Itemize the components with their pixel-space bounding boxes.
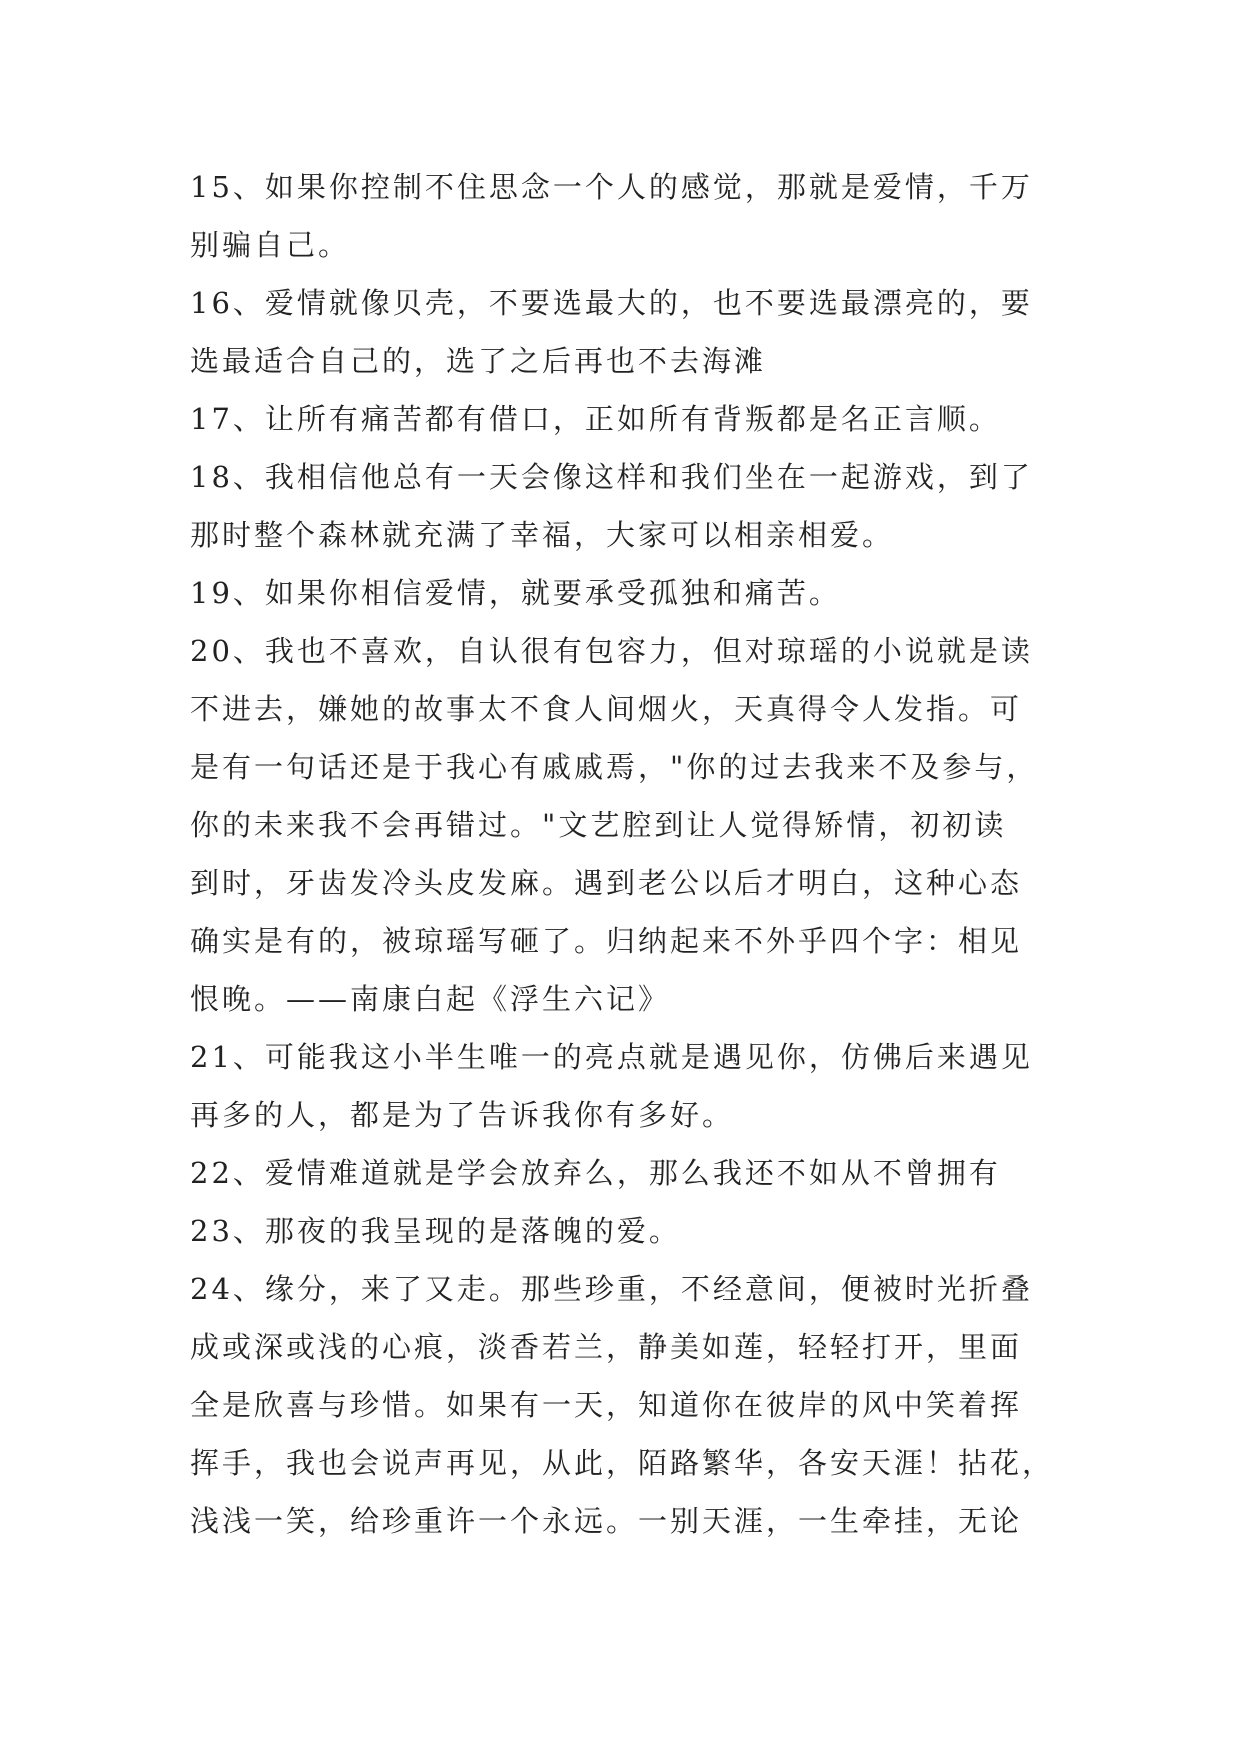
paragraph-16: 16、爱情就像贝壳，不要选最大的，也不要选最漂亮的，要 选最适合自己的，选了之后再也不去海滩 — [190, 286, 1033, 378]
paragraph-17: 17、让所有痛苦都有借口，正如所有背叛都是名正言顺。 — [190, 402, 1001, 436]
paragraph-22: 22、爱情难道就是学会放弃么，那么我还不如从不曾拥有 — [190, 1156, 1001, 1190]
paragraph-19: 19、如果你相信爱情，就要承受孤独和痛苦。 — [190, 576, 841, 610]
paragraph-20: 20、我也不喜欢，自认很有包容力，但对琼瑶的小说就是读 不进去，嫌她的故事太不食人间烟火，天真得令人发指。可 是有一句话还是于我心有戚戚焉，"你的过去我来不及参与， 你的未来我不会再错过。"文艺腔到让人觉得矫情，初初读 到时，牙齿发冷头皮发麻。遇到老公以后才明白，这种心态 确实是有的，被琼瑶写砸了。归纳起来不外乎四个字：相见 恨晚。——南康白起《浮生六记》 — [190, 634, 1039, 1016]
paragraph-15: 15、如果你控制不住思念一个人的感觉，那就是爱情，千万 别骗自己。 — [190, 170, 1033, 262]
paragraph-24: 24、缘分，来了又走。那些珍重，不经意间，便被时光折叠 成或深或浅的心痕，淡香若兰，静美如莲，轻轻打开，里面 全是欣喜与珍惜。如果有一天，知道你在彼岸的风中笑着挥 挥手，我也会说声再见，从此，陌路繁华，各安天涯！拈花， 浅浅一笑，给珍重许一个永远。一别天涯，一生牵挂，无论 — [190, 1272, 1055, 1538]
paragraph-21: 21、可能我这小半生唯一的亮点就是遇见你，仿佛后来遇见 再多的人，都是为了告诉我你有多好。 — [190, 1040, 1033, 1132]
paragraph-18: 18、我相信他总有一天会像这样和我们坐在一起游戏，到了 那时整个森林就充满了幸福，大家可以相亲相爱。 — [190, 460, 1033, 552]
document-body — [190, 158, 1060, 1550]
paragraph-23: 23、那夜的我呈现的是落魄的爱。 — [190, 1214, 681, 1248]
